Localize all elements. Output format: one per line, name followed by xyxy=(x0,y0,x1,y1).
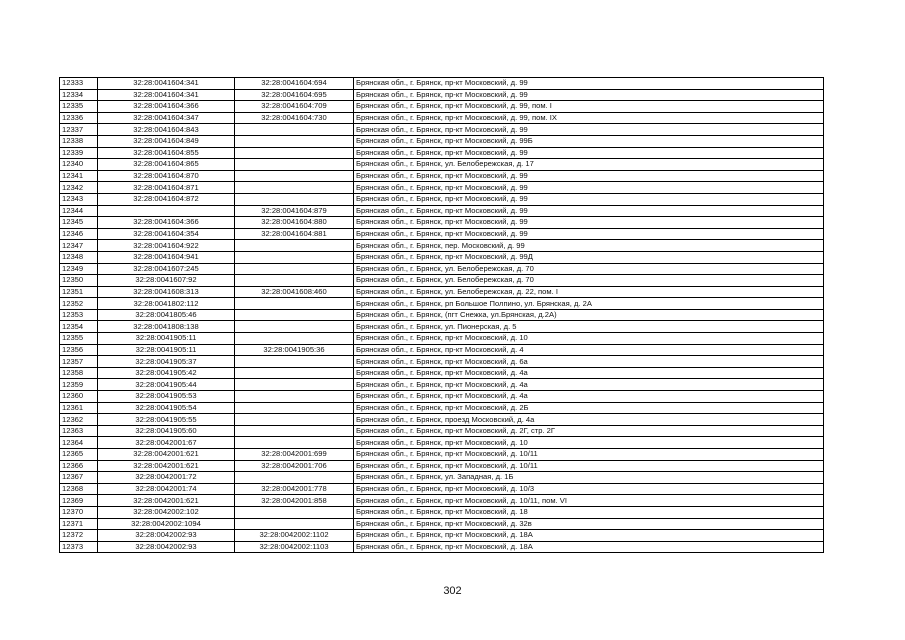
registry-table-body xyxy=(60,78,824,553)
parent-cadastral-number-cell xyxy=(235,414,354,426)
table-row xyxy=(60,251,824,263)
address-cell: Брянская обл., г. Брянск, пр-кт Московский, д. 99 xyxy=(354,124,824,136)
cadastral-number-cell: 32:28:0041604:922 xyxy=(98,240,235,252)
parent-cadastral-number-cell: 32:28:0042002:1102 xyxy=(235,530,354,542)
address-cell: Брянская обл., г. Брянск, пр-кт Московский, д. 4а xyxy=(354,379,824,391)
parent-cadastral-number-cell xyxy=(235,379,354,391)
table-row xyxy=(60,240,824,252)
table-row xyxy=(60,437,824,449)
cadastral-number-cell: 32:28:0041604:341 xyxy=(98,78,235,90)
parent-cadastral-number-cell xyxy=(235,309,354,321)
row-number-cell: 12350 xyxy=(60,275,98,287)
parent-cadastral-number-cell xyxy=(235,437,354,449)
row-number-cell: 12341 xyxy=(60,170,98,182)
parent-cadastral-number-cell xyxy=(235,159,354,171)
cadastral-number-cell: 32:28:0041604:366 xyxy=(98,217,235,229)
cadastral-number-cell: 32:28:0042001:621 xyxy=(98,495,235,507)
row-number-cell: 12368 xyxy=(60,483,98,495)
row-number-cell: 12362 xyxy=(60,414,98,426)
address-cell: Брянская обл., г. Брянск, пр-кт Московский, д. 10 xyxy=(354,333,824,345)
address-cell: Брянская обл., г. Брянск, пр-кт Московский, д. 99 xyxy=(354,147,824,159)
cadastral-number-cell xyxy=(98,205,235,217)
parent-cadastral-number-cell: 32:28:0041604:730 xyxy=(235,112,354,124)
row-number-cell: 12371 xyxy=(60,518,98,530)
address-cell: Брянская обл., г. Брянск, ул. Белобережская, д. 17 xyxy=(354,159,824,171)
cadastral-number-cell: 32:28:0041905:11 xyxy=(98,344,235,356)
parent-cadastral-number-cell xyxy=(235,367,354,379)
cadastral-number-cell: 32:28:0042001:74 xyxy=(98,483,235,495)
address-cell: Брянская обл., г. Брянск, пр-кт Московский, д. 18 xyxy=(354,506,824,518)
address-cell: Брянская обл., г. Брянск, пр-кт Московский, д. 99 xyxy=(354,205,824,217)
row-number-cell: 12339 xyxy=(60,147,98,159)
page-number: 302 xyxy=(443,585,462,597)
address-cell: Брянская обл., г. Брянск, пр-кт Московский, д. 99, пом. IX xyxy=(354,112,824,124)
row-number-cell: 12336 xyxy=(60,112,98,124)
row-number-cell: 12334 xyxy=(60,89,98,101)
parent-cadastral-number-cell xyxy=(235,356,354,368)
cadastral-number-cell: 32:28:0041604:849 xyxy=(98,135,235,147)
parent-cadastral-number-cell xyxy=(235,506,354,518)
table-row xyxy=(60,205,824,217)
cadastral-number-cell: 32:28:0042001:67 xyxy=(98,437,235,449)
parent-cadastral-number-cell: 32:28:0042002:1103 xyxy=(235,541,354,553)
parent-cadastral-number-cell xyxy=(235,251,354,263)
address-cell: Брянская обл., г. Брянск, рп Большое Полпино, ул. Брянская, д. 2А xyxy=(354,298,824,310)
address-cell: Брянская обл., г. Брянск, ул. Белобережская, д. 70 xyxy=(354,263,824,275)
row-number-cell: 12358 xyxy=(60,367,98,379)
cadastral-number-cell: 32:28:0041607:245 xyxy=(98,263,235,275)
row-number-cell: 12348 xyxy=(60,251,98,263)
parent-cadastral-number-cell: 32:28:0041604:879 xyxy=(235,205,354,217)
cadastral-number-cell: 32:28:0041905:60 xyxy=(98,425,235,437)
table-row xyxy=(60,124,824,136)
address-cell: Брянская обл., г. Брянск, пр-кт Московский, д. 99Б xyxy=(354,135,824,147)
parent-cadastral-number-cell xyxy=(235,321,354,333)
table-row xyxy=(60,518,824,530)
registry-table xyxy=(59,77,824,553)
row-number-cell: 12346 xyxy=(60,228,98,240)
table-row xyxy=(60,135,824,147)
cadastral-number-cell: 32:28:0042001:621 xyxy=(98,460,235,472)
parent-cadastral-number-cell xyxy=(235,135,354,147)
address-cell: Брянская обл., г. Брянск, проезд Московский, д. 4а xyxy=(354,414,824,426)
row-number-cell: 12363 xyxy=(60,425,98,437)
cadastral-number-cell: 32:28:0041607:92 xyxy=(98,275,235,287)
row-number-cell: 12347 xyxy=(60,240,98,252)
address-cell: Брянская обл., г. Брянск, пр-кт Московский, д. 4а xyxy=(354,391,824,403)
cadastral-number-cell: 32:28:0042002:1094 xyxy=(98,518,235,530)
table-row xyxy=(60,101,824,113)
row-number-cell: 12355 xyxy=(60,333,98,345)
address-cell: Брянская обл., г. Брянск, пр-кт Московский, д. 99 xyxy=(354,217,824,229)
address-cell: Брянская обл., г. Брянск, пр-кт Московский, д. 99 xyxy=(354,170,824,182)
row-number-cell: 12357 xyxy=(60,356,98,368)
cadastral-number-cell: 32:28:0041905:44 xyxy=(98,379,235,391)
table-row xyxy=(60,344,824,356)
parent-cadastral-number-cell xyxy=(235,402,354,414)
address-cell: Брянская обл., г. Брянск, пр-кт Московский, д. 99 xyxy=(354,228,824,240)
table-row xyxy=(60,298,824,310)
table-row xyxy=(60,425,824,437)
address-cell: Брянская обл., г. Брянск, пр-кт Московский, д. 10/11 xyxy=(354,460,824,472)
address-cell: Брянская обл., г. Брянск, ул. Белобережская, д. 22, пом. I xyxy=(354,286,824,298)
address-cell: Брянская обл., г. Брянск, пр-кт Московский, д. 18А xyxy=(354,541,824,553)
cadastral-number-cell: 32:28:0042002:93 xyxy=(98,541,235,553)
parent-cadastral-number-cell xyxy=(235,518,354,530)
cadastral-number-cell: 32:28:0041604:843 xyxy=(98,124,235,136)
address-cell: Брянская обл., г. Брянск, ул. Западная, д. 1Б xyxy=(354,472,824,484)
table-row xyxy=(60,379,824,391)
parent-cadastral-number-cell xyxy=(235,182,354,194)
cadastral-number-cell: 32:28:0041604:865 xyxy=(98,159,235,171)
cadastral-number-cell: 32:28:0041604:941 xyxy=(98,251,235,263)
table-row xyxy=(60,483,824,495)
row-number-cell: 12352 xyxy=(60,298,98,310)
table-row xyxy=(60,530,824,542)
row-number-cell: 12365 xyxy=(60,449,98,461)
table-row xyxy=(60,449,824,461)
parent-cadastral-number-cell xyxy=(235,333,354,345)
row-number-cell: 12359 xyxy=(60,379,98,391)
table-row xyxy=(60,309,824,321)
parent-cadastral-number-cell xyxy=(235,170,354,182)
cadastral-number-cell: 32:28:0041604:870 xyxy=(98,170,235,182)
parent-cadastral-number-cell xyxy=(235,275,354,287)
table-row xyxy=(60,182,824,194)
parent-cadastral-number-cell xyxy=(235,124,354,136)
parent-cadastral-number-cell xyxy=(235,391,354,403)
row-number-cell: 12360 xyxy=(60,391,98,403)
table-row xyxy=(60,89,824,101)
address-cell: Брянская обл., г. Брянск, пр-кт Московский, д. 2Г, стр. 2Г xyxy=(354,425,824,437)
address-cell: Брянская обл., г. Брянск, пр-кт Московский, д. 2Б xyxy=(354,402,824,414)
cadastral-number-cell: 32:28:0041905:37 xyxy=(98,356,235,368)
table-row xyxy=(60,402,824,414)
parent-cadastral-number-cell: 32:28:0041604:694 xyxy=(235,78,354,90)
cadastral-number-cell: 32:28:0041808:138 xyxy=(98,321,235,333)
address-cell: Брянская обл., г. Брянск, пр-кт Московский, д. 10/11 xyxy=(354,449,824,461)
row-number-cell: 12340 xyxy=(60,159,98,171)
address-cell: Брянская обл., г. Брянск, пер. Московский, д. 99 xyxy=(354,240,824,252)
row-number-cell: 12370 xyxy=(60,506,98,518)
address-cell: Брянская обл., г. Брянск, ул. Пионерская, д. 5 xyxy=(354,321,824,333)
address-cell: Брянская обл., г. Брянск, пр-кт Московский, д. 18А xyxy=(354,530,824,542)
cadastral-number-cell: 32:28:0041604:354 xyxy=(98,228,235,240)
table-row xyxy=(60,263,824,275)
parent-cadastral-number-cell xyxy=(235,425,354,437)
table-row xyxy=(60,147,824,159)
parent-cadastral-number-cell xyxy=(235,240,354,252)
table-row xyxy=(60,217,824,229)
address-cell: Брянская обл., г. Брянск, пр-кт Московский, д. 99 xyxy=(354,78,824,90)
cadastral-number-cell: 32:28:0041802:112 xyxy=(98,298,235,310)
table-row xyxy=(60,460,824,472)
parent-cadastral-number-cell: 32:28:0041604:709 xyxy=(235,101,354,113)
cadastral-number-cell: 32:28:0041905:54 xyxy=(98,402,235,414)
table-row xyxy=(60,286,824,298)
row-number-cell: 12373 xyxy=(60,541,98,553)
table-row xyxy=(60,228,824,240)
table-row xyxy=(60,275,824,287)
row-number-cell: 12354 xyxy=(60,321,98,333)
table-row xyxy=(60,356,824,368)
row-number-cell: 12338 xyxy=(60,135,98,147)
parent-cadastral-number-cell: 32:28:0041905:36 xyxy=(235,344,354,356)
cadastral-number-cell: 32:28:0041608:313 xyxy=(98,286,235,298)
address-cell: Брянская обл., г. Брянск, пр-кт Московский, д. 10 xyxy=(354,437,824,449)
row-number-cell: 12345 xyxy=(60,217,98,229)
address-cell: Брянская обл., г. Брянск, пр-кт Московский, д. 99, пом. I xyxy=(354,101,824,113)
row-number-cell: 12366 xyxy=(60,460,98,472)
address-cell: Брянская обл., г. Брянск, пр-кт Московский, д. 99 xyxy=(354,193,824,205)
table-row xyxy=(60,414,824,426)
table-row xyxy=(60,159,824,171)
address-cell: Брянская обл., г. Брянск, пр-кт Московский, д. 10/11, пом. VI xyxy=(354,495,824,507)
row-number-cell: 12333 xyxy=(60,78,98,90)
cadastral-number-cell: 32:28:0042002:102 xyxy=(98,506,235,518)
cadastral-number-cell: 32:28:0041905:55 xyxy=(98,414,235,426)
row-number-cell: 12351 xyxy=(60,286,98,298)
table-row xyxy=(60,495,824,507)
address-cell: Брянская обл., г. Брянск, пр-кт Московский, д. 4а xyxy=(354,367,824,379)
cadastral-number-cell: 32:28:0041604:366 xyxy=(98,101,235,113)
row-number-cell: 12349 xyxy=(60,263,98,275)
parent-cadastral-number-cell xyxy=(235,472,354,484)
parent-cadastral-number-cell: 32:28:0042001:778 xyxy=(235,483,354,495)
cadastral-number-cell: 32:28:0042001:621 xyxy=(98,449,235,461)
address-cell: Брянская обл., г. Брянск, пр-кт Московский, д. 10/3 xyxy=(354,483,824,495)
address-cell: Брянская обл., г. Брянск, пр-кт Московский, д. 4 xyxy=(354,344,824,356)
parent-cadastral-number-cell: 32:28:0042001:858 xyxy=(235,495,354,507)
table-row xyxy=(60,541,824,553)
parent-cadastral-number-cell xyxy=(235,298,354,310)
row-number-cell: 12344 xyxy=(60,205,98,217)
cadastral-number-cell: 32:28:0041905:42 xyxy=(98,367,235,379)
table-row xyxy=(60,193,824,205)
row-number-cell: 12372 xyxy=(60,530,98,542)
table-row xyxy=(60,170,824,182)
parent-cadastral-number-cell: 32:28:0041604:880 xyxy=(235,217,354,229)
row-number-cell: 12364 xyxy=(60,437,98,449)
cadastral-number-cell: 32:28:0041604:871 xyxy=(98,182,235,194)
cadastral-number-cell: 32:28:0042001:72 xyxy=(98,472,235,484)
table-row xyxy=(60,333,824,345)
parent-cadastral-number-cell: 32:28:0041604:881 xyxy=(235,228,354,240)
cadastral-number-cell: 32:28:0041604:347 xyxy=(98,112,235,124)
row-number-cell: 12335 xyxy=(60,101,98,113)
table-row xyxy=(60,367,824,379)
parent-cadastral-number-cell: 32:28:0041608:460 xyxy=(235,286,354,298)
row-number-cell: 12343 xyxy=(60,193,98,205)
cadastral-number-cell: 32:28:0041604:341 xyxy=(98,89,235,101)
parent-cadastral-number-cell: 32:28:0041604:695 xyxy=(235,89,354,101)
address-cell: Брянская обл., г. Брянск, ул. Белобережская, д. 70 xyxy=(354,275,824,287)
row-number-cell: 12356 xyxy=(60,344,98,356)
parent-cadastral-number-cell xyxy=(235,263,354,275)
cadastral-number-cell: 32:28:0041604:855 xyxy=(98,147,235,159)
table-row xyxy=(60,472,824,484)
cadastral-number-cell: 32:28:0041805:46 xyxy=(98,309,235,321)
row-number-cell: 12367 xyxy=(60,472,98,484)
parent-cadastral-number-cell: 32:28:0042001:706 xyxy=(235,460,354,472)
row-number-cell: 12337 xyxy=(60,124,98,136)
cadastral-number-cell: 32:28:0041905:53 xyxy=(98,391,235,403)
row-number-cell: 12353 xyxy=(60,309,98,321)
parent-cadastral-number-cell xyxy=(235,193,354,205)
parent-cadastral-number-cell xyxy=(235,147,354,159)
row-number-cell: 12369 xyxy=(60,495,98,507)
table-row xyxy=(60,391,824,403)
table-row xyxy=(60,78,824,90)
table-row xyxy=(60,321,824,333)
address-cell: Брянская обл., г. Брянск, (пгт Снежка, ул.Брянская, д.2А) xyxy=(354,309,824,321)
address-cell: Брянская обл., г. Брянск, пр-кт Московский, д. 99Д xyxy=(354,251,824,263)
row-number-cell: 12361 xyxy=(60,402,98,414)
parent-cadastral-number-cell: 32:28:0042001:699 xyxy=(235,449,354,461)
address-cell: Брянская обл., г. Брянск, пр-кт Московский, д. 99 xyxy=(354,89,824,101)
row-number-cell: 12342 xyxy=(60,182,98,194)
cadastral-number-cell: 32:28:0042002:93 xyxy=(98,530,235,542)
address-cell: Брянская обл., г. Брянск, пр-кт Московский, д. 99 xyxy=(354,182,824,194)
address-cell: Брянская обл., г. Брянск, пр-кт Московский, д. 6а xyxy=(354,356,824,368)
address-cell: Брянская обл., г. Брянск, пр-кт Московский, д. 32в xyxy=(354,518,824,530)
cadastral-number-cell: 32:28:0041604:872 xyxy=(98,193,235,205)
table-row xyxy=(60,112,824,124)
cadastral-number-cell: 32:28:0041905:11 xyxy=(98,333,235,345)
table-row xyxy=(60,506,824,518)
